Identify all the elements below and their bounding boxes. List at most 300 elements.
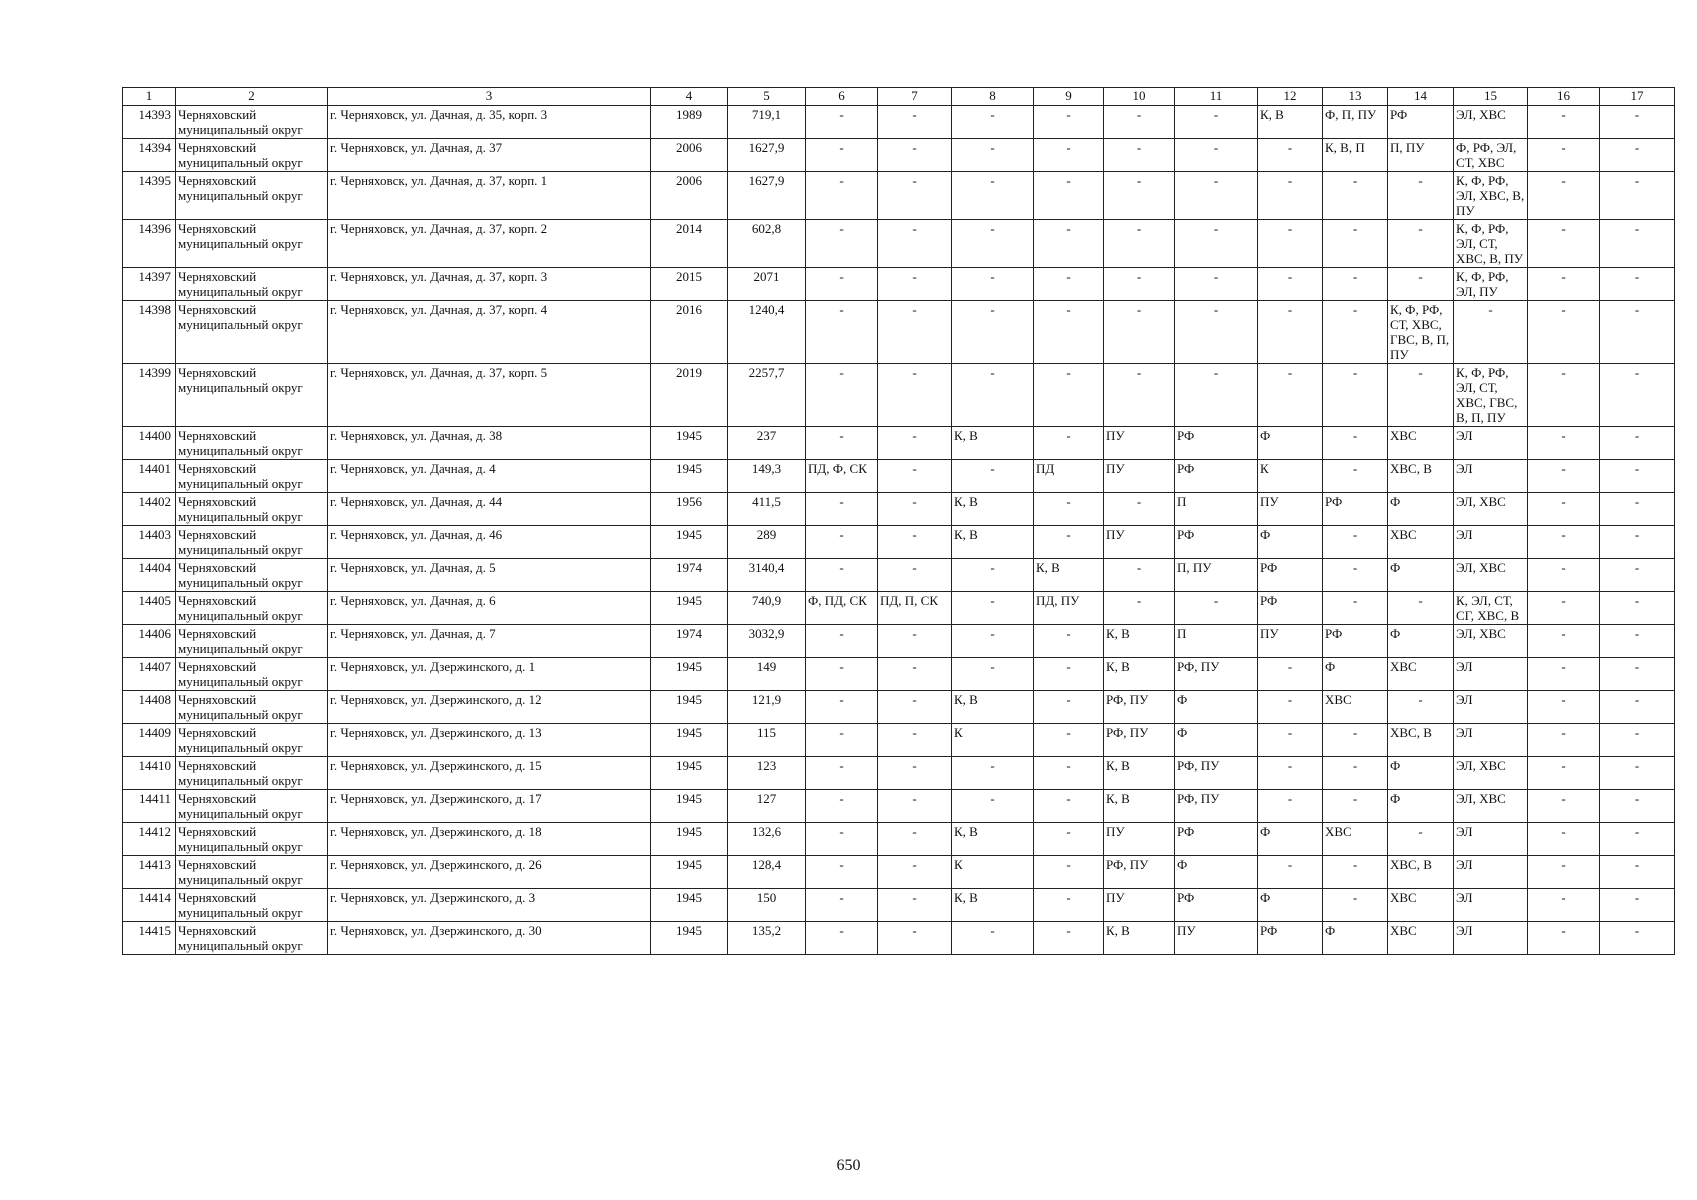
table-cell: 14411 — [123, 790, 176, 823]
table-cell: - — [1600, 790, 1675, 823]
table-cell: - — [1323, 172, 1388, 220]
table-cell: ХВС, В — [1388, 856, 1454, 889]
table-cell: ПУ — [1258, 493, 1323, 526]
table-cell: - — [1258, 691, 1323, 724]
table-cell: - — [1600, 493, 1675, 526]
table-row — [123, 139, 1675, 172]
column-header: 10 — [1104, 88, 1175, 106]
table-cell: - — [1600, 757, 1675, 790]
table-cell: 1945 — [651, 592, 728, 625]
table-cell: ПД, ПУ — [1034, 592, 1104, 625]
table-cell: 1945 — [651, 526, 728, 559]
table-cell: К, В — [1104, 790, 1175, 823]
table-cell: ЭЛ, ХВС — [1454, 625, 1528, 658]
table-cell: 1945 — [651, 757, 728, 790]
table-cell: РФ, ПУ — [1175, 757, 1258, 790]
table-cell: - — [1528, 790, 1600, 823]
column-header: 15 — [1454, 88, 1528, 106]
table-cell: Черняховский муниципальный округ — [176, 790, 328, 823]
table-cell: - — [1528, 856, 1600, 889]
table-cell: РФ — [1258, 592, 1323, 625]
table-cell: - — [1258, 658, 1323, 691]
table-cell: - — [1323, 364, 1388, 427]
table-cell: Ф — [1388, 559, 1454, 592]
table-cell: - — [1388, 691, 1454, 724]
table-cell: ПУ — [1104, 427, 1175, 460]
table-cell: 123 — [728, 757, 806, 790]
table-cell: - — [1258, 268, 1323, 301]
table-cell: - — [1323, 724, 1388, 757]
table-cell: - — [1388, 268, 1454, 301]
table-cell: 132,6 — [728, 823, 806, 856]
table-cell: ПД — [1034, 460, 1104, 493]
column-header: 13 — [1323, 88, 1388, 106]
table-cell: Черняховский муниципальный округ — [176, 106, 328, 139]
table-cell: РФ — [1175, 823, 1258, 856]
table-cell: 3032,9 — [728, 625, 806, 658]
table-cell: - — [1034, 658, 1104, 691]
table-cell: г. Черняховск, ул. Дзержинского, д. 1 — [328, 658, 651, 691]
table-cell: - — [1175, 592, 1258, 625]
table-cell: - — [1258, 172, 1323, 220]
table-cell: - — [806, 757, 878, 790]
table-cell: - — [806, 625, 878, 658]
column-header: 2 — [176, 88, 328, 106]
table-cell: - — [1528, 658, 1600, 691]
table-cell: Черняховский муниципальный округ — [176, 724, 328, 757]
column-header: 4 — [651, 88, 728, 106]
table-cell: - — [952, 559, 1034, 592]
column-header: 1 — [123, 88, 176, 106]
table-cell: 1945 — [651, 691, 728, 724]
table-cell: 135,2 — [728, 922, 806, 955]
table-cell: - — [806, 301, 878, 364]
table-cell: Ф, ПД, СК — [806, 592, 878, 625]
column-header: 14 — [1388, 88, 1454, 106]
table-cell: - — [1600, 691, 1675, 724]
table-cell: - — [1528, 889, 1600, 922]
table-cell: 14405 — [123, 592, 176, 625]
table-cell: Ф — [1388, 757, 1454, 790]
table-cell: - — [806, 856, 878, 889]
table-cell: 121,9 — [728, 691, 806, 724]
table-cell: - — [1104, 592, 1175, 625]
table-cell: - — [952, 268, 1034, 301]
table-cell: Ф — [1175, 691, 1258, 724]
column-header: 12 — [1258, 88, 1323, 106]
table-cell: - — [1323, 757, 1388, 790]
table-cell: К — [952, 724, 1034, 757]
table-cell: К, В — [952, 427, 1034, 460]
table-cell: - — [878, 268, 952, 301]
table-cell: - — [1528, 922, 1600, 955]
table-cell: - — [1388, 364, 1454, 427]
table-cell: - — [1323, 526, 1388, 559]
table-cell: г. Черняховск, ул. Дачная, д. 37, корп. 3 — [328, 268, 651, 301]
table-cell: - — [1034, 691, 1104, 724]
table-cell: 1627,9 — [728, 172, 806, 220]
column-header: 9 — [1034, 88, 1104, 106]
table-cell: 14406 — [123, 625, 176, 658]
table-cell: - — [952, 364, 1034, 427]
table-cell: - — [878, 922, 952, 955]
table-cell: - — [1528, 625, 1600, 658]
table-cell: ХВС — [1388, 658, 1454, 691]
table-cell: - — [806, 724, 878, 757]
table-cell: РФ, ПУ — [1104, 691, 1175, 724]
table-cell: - — [1600, 559, 1675, 592]
table-cell: г. Черняховск, ул. Дзержинского, д. 12 — [328, 691, 651, 724]
table-row — [123, 220, 1675, 268]
table-cell: 14410 — [123, 757, 176, 790]
table-cell: - — [1258, 220, 1323, 268]
table-row — [123, 493, 1675, 526]
table-cell: - — [952, 790, 1034, 823]
table-cell: 1627,9 — [728, 139, 806, 172]
table-cell: - — [1600, 724, 1675, 757]
table-row — [123, 364, 1675, 427]
table-cell: - — [806, 691, 878, 724]
table-cell: - — [878, 724, 952, 757]
table-cell: - — [878, 139, 952, 172]
table-cell: Черняховский муниципальный округ — [176, 427, 328, 460]
table-cell: - — [1600, 592, 1675, 625]
table-cell: 14398 — [123, 301, 176, 364]
table-cell: Ф, РФ, ЭЛ, СТ, ХВС — [1454, 139, 1528, 172]
table-cell: Черняховский муниципальный округ — [176, 691, 328, 724]
table-cell: г. Черняховск, ул. Дачная, д. 6 — [328, 592, 651, 625]
table-cell: - — [1528, 526, 1600, 559]
table-cell: ЭЛ, ХВС — [1454, 493, 1528, 526]
table-cell: К, В — [952, 889, 1034, 922]
table-cell: - — [1600, 658, 1675, 691]
table-cell: К, Ф, РФ, СТ, ХВС, ГВС, В, П, ПУ — [1388, 301, 1454, 364]
table-cell: - — [806, 364, 878, 427]
table-cell: 14393 — [123, 106, 176, 139]
table-cell: К, Ф, РФ, ЭЛ, ПУ — [1454, 268, 1528, 301]
table-row — [123, 559, 1675, 592]
table-cell: ЭЛ — [1454, 427, 1528, 460]
table-cell: Черняховский муниципальный округ — [176, 301, 328, 364]
table-cell: ЭЛ — [1454, 460, 1528, 493]
table-cell: К, ЭЛ, СТ, СГ, ХВС, В — [1454, 592, 1528, 625]
table-cell: Ф, П, ПУ — [1323, 106, 1388, 139]
table-cell: 1945 — [651, 427, 728, 460]
table-cell: г. Черняховск, ул. Дзержинского, д. 13 — [328, 724, 651, 757]
table-cell: - — [878, 757, 952, 790]
table-cell: К, В — [1104, 658, 1175, 691]
table-cell: - — [1034, 724, 1104, 757]
column-header: 8 — [952, 88, 1034, 106]
table-cell: К, В — [1104, 757, 1175, 790]
table-cell: - — [1528, 427, 1600, 460]
column-header: 7 — [878, 88, 952, 106]
table-cell: - — [1323, 301, 1388, 364]
table-cell: - — [1104, 172, 1175, 220]
table-cell: - — [1528, 139, 1600, 172]
table-cell: - — [1528, 757, 1600, 790]
table-cell: 1945 — [651, 889, 728, 922]
table-cell: - — [1388, 220, 1454, 268]
table-cell: - — [952, 460, 1034, 493]
table-row — [123, 691, 1675, 724]
table-cell: Ф — [1323, 922, 1388, 955]
table-cell: РФ — [1323, 625, 1388, 658]
table-cell: Черняховский муниципальный округ — [176, 559, 328, 592]
table-cell: - — [1454, 301, 1528, 364]
table-cell: 2006 — [651, 139, 728, 172]
table-cell: ЭЛ — [1454, 823, 1528, 856]
table-cell: - — [1323, 268, 1388, 301]
table-cell: 14401 — [123, 460, 176, 493]
table-cell: - — [1323, 220, 1388, 268]
table-cell: ХВС — [1388, 526, 1454, 559]
table-cell: - — [1388, 592, 1454, 625]
table-cell: ЭЛ, ХВС — [1454, 559, 1528, 592]
table-cell: - — [1323, 460, 1388, 493]
table-cell: - — [806, 559, 878, 592]
table-row — [123, 427, 1675, 460]
table-row — [123, 268, 1675, 301]
table-cell: 1974 — [651, 625, 728, 658]
table-cell: - — [1528, 301, 1600, 364]
table-cell: - — [1323, 856, 1388, 889]
table-cell: - — [1258, 139, 1323, 172]
table-cell: - — [1104, 559, 1175, 592]
table-cell: ПУ — [1104, 526, 1175, 559]
table-cell: РФ — [1175, 526, 1258, 559]
table-cell: 1945 — [651, 460, 728, 493]
table-cell: 150 — [728, 889, 806, 922]
table-cell: Ф — [1258, 823, 1323, 856]
table-cell: - — [1034, 889, 1104, 922]
table-cell: ХВС, В — [1388, 460, 1454, 493]
table-cell: РФ, ПУ — [1175, 658, 1258, 691]
table-cell: К, В — [1034, 559, 1104, 592]
table-cell: г. Черняховск, ул. Дачная, д. 35, корп. 3 — [328, 106, 651, 139]
table-cell: К, Ф, РФ, ЭЛ, ХВС, В, ПУ — [1454, 172, 1528, 220]
table-cell: - — [1034, 106, 1104, 139]
table-cell: 1974 — [651, 559, 728, 592]
table-cell: К, В — [952, 823, 1034, 856]
table-cell: ЭЛ, ХВС — [1454, 790, 1528, 823]
table-cell: - — [806, 658, 878, 691]
table-header-row — [123, 88, 1675, 106]
table-row — [123, 790, 1675, 823]
table-cell: г. Черняховск, ул. Дачная, д. 5 — [328, 559, 651, 592]
table-cell: РФ — [1175, 427, 1258, 460]
table-cell: 2006 — [651, 172, 728, 220]
table-cell: РФ, ПУ — [1104, 856, 1175, 889]
table-cell: - — [1034, 220, 1104, 268]
table-cell: - — [1600, 526, 1675, 559]
table-cell: К, Ф, РФ, ЭЛ, СТ, ХВС, В, ПУ — [1454, 220, 1528, 268]
table-cell: 1989 — [651, 106, 728, 139]
table-cell: 149 — [728, 658, 806, 691]
table-cell: - — [1600, 460, 1675, 493]
table-cell: 128,4 — [728, 856, 806, 889]
table-cell: К, В — [1104, 625, 1175, 658]
table-cell: 237 — [728, 427, 806, 460]
table-cell: Ф — [1175, 856, 1258, 889]
table-cell: 1945 — [651, 856, 728, 889]
table-cell: Черняховский муниципальный округ — [176, 526, 328, 559]
table-cell: 2257,7 — [728, 364, 806, 427]
table-cell: РФ — [1258, 922, 1323, 955]
table-cell: - — [1175, 139, 1258, 172]
table-row — [123, 625, 1675, 658]
table-cell: 14407 — [123, 658, 176, 691]
table-cell: 2071 — [728, 268, 806, 301]
table-cell: - — [878, 493, 952, 526]
table-cell: г. Черняховск, ул. Дачная, д. 46 — [328, 526, 651, 559]
table-cell: ЭЛ — [1454, 526, 1528, 559]
table-cell: 127 — [728, 790, 806, 823]
table-cell: - — [1034, 856, 1104, 889]
table-cell: - — [806, 823, 878, 856]
table-cell: - — [806, 493, 878, 526]
table-cell: - — [806, 106, 878, 139]
table-cell: - — [1600, 922, 1675, 955]
table-cell: ПУ — [1258, 625, 1323, 658]
table-cell: К — [1258, 460, 1323, 493]
table-cell: ЭЛ — [1454, 856, 1528, 889]
table-cell: - — [952, 658, 1034, 691]
table-cell: - — [1528, 823, 1600, 856]
table-cell: - — [1323, 889, 1388, 922]
table-cell: 14409 — [123, 724, 176, 757]
table-row — [123, 856, 1675, 889]
table-cell: - — [1528, 691, 1600, 724]
table-cell: ПД, Ф, СК — [806, 460, 878, 493]
table-cell: г. Черняховск, ул. Дзержинского, д. 3 — [328, 889, 651, 922]
table-cell: - — [878, 526, 952, 559]
table-cell: - — [1600, 856, 1675, 889]
table-cell: - — [1034, 268, 1104, 301]
table-cell: - — [878, 889, 952, 922]
table-cell: Черняховский муниципальный округ — [176, 625, 328, 658]
table-row — [123, 757, 1675, 790]
table-cell: г. Черняховск, ул. Дачная, д. 37, корп. 1 — [328, 172, 651, 220]
table-cell: - — [1104, 301, 1175, 364]
column-header: 3 — [328, 88, 651, 106]
table-cell: Ф — [1388, 493, 1454, 526]
table-cell: - — [1104, 364, 1175, 427]
table-cell: ХВС — [1323, 823, 1388, 856]
table-cell: - — [806, 220, 878, 268]
table-cell: - — [1323, 790, 1388, 823]
table-cell: Ф — [1388, 625, 1454, 658]
table-cell: 149,3 — [728, 460, 806, 493]
table-cell: г. Черняховск, ул. Дзержинского, д. 26 — [328, 856, 651, 889]
table-cell: 14394 — [123, 139, 176, 172]
table-cell: - — [1258, 790, 1323, 823]
table-cell: - — [1528, 106, 1600, 139]
table-cell: Черняховский муниципальный округ — [176, 889, 328, 922]
table-cell: - — [1258, 724, 1323, 757]
column-header: 16 — [1528, 88, 1600, 106]
table-cell: - — [878, 658, 952, 691]
table-cell: Черняховский муниципальный округ — [176, 268, 328, 301]
table-row — [123, 106, 1675, 139]
table-row — [123, 526, 1675, 559]
table-cell: - — [1175, 220, 1258, 268]
table-cell: ЭЛ — [1454, 658, 1528, 691]
table-cell: РФ, ПУ — [1175, 790, 1258, 823]
table-cell: - — [1258, 364, 1323, 427]
table-cell: - — [1388, 172, 1454, 220]
table-cell: ЭЛ, ХВС — [1454, 757, 1528, 790]
table-cell: 14404 — [123, 559, 176, 592]
table-cell: г. Черняховск, ул. Дзержинского, д. 15 — [328, 757, 651, 790]
table-cell: ЭЛ — [1454, 922, 1528, 955]
table-row — [123, 658, 1675, 691]
table-cell: - — [1528, 724, 1600, 757]
table-cell: - — [1258, 757, 1323, 790]
table-cell: - — [1600, 106, 1675, 139]
table-cell: К — [952, 856, 1034, 889]
table-cell: г. Черняховск, ул. Дзержинского, д. 30 — [328, 922, 651, 955]
table-cell: - — [1104, 268, 1175, 301]
table-cell: - — [1528, 220, 1600, 268]
table-cell: - — [1323, 592, 1388, 625]
table-cell: 14412 — [123, 823, 176, 856]
table-cell: - — [806, 139, 878, 172]
table-cell: - — [1034, 922, 1104, 955]
table-cell: Черняховский муниципальный округ — [176, 220, 328, 268]
table-cell: К, В — [952, 526, 1034, 559]
table-cell: - — [952, 625, 1034, 658]
table-cell: 1945 — [651, 724, 728, 757]
table-cell: - — [1600, 625, 1675, 658]
table-cell: г. Черняховск, ул. Дзержинского, д. 17 — [328, 790, 651, 823]
table-cell: 14415 — [123, 922, 176, 955]
table-cell: - — [878, 220, 952, 268]
table-cell: г. Черняховск, ул. Дачная, д. 37 — [328, 139, 651, 172]
table-cell: - — [1600, 427, 1675, 460]
table-cell: - — [878, 625, 952, 658]
table-cell: - — [1034, 301, 1104, 364]
table-cell: - — [878, 364, 952, 427]
table-cell: Черняховский муниципальный округ — [176, 592, 328, 625]
table-cell: К, Ф, РФ, ЭЛ, СТ, ХВС, ГВС, В, П, ПУ — [1454, 364, 1528, 427]
table-cell: - — [1034, 493, 1104, 526]
table-cell: 2014 — [651, 220, 728, 268]
table-cell: г. Черняховск, ул. Дачная, д. 7 — [328, 625, 651, 658]
table-cell: - — [1258, 301, 1323, 364]
table-cell: РФ — [1323, 493, 1388, 526]
table-cell: - — [806, 427, 878, 460]
table-row — [123, 301, 1675, 364]
table-cell: - — [1528, 460, 1600, 493]
table-cell: Черняховский муниципальный округ — [176, 364, 328, 427]
table-cell: 1945 — [651, 922, 728, 955]
table-cell: - — [1034, 427, 1104, 460]
table-cell: - — [952, 757, 1034, 790]
table-cell: - — [878, 823, 952, 856]
table-cell: Ф — [1175, 724, 1258, 757]
table-cell: 14402 — [123, 493, 176, 526]
table-cell: К, В — [952, 493, 1034, 526]
table-cell: ПУ — [1104, 889, 1175, 922]
table-cell: - — [806, 526, 878, 559]
table-cell: - — [952, 172, 1034, 220]
table-cell: - — [878, 559, 952, 592]
table-cell: Черняховский муниципальный округ — [176, 172, 328, 220]
table-cell: 115 — [728, 724, 806, 757]
table-cell: - — [1258, 856, 1323, 889]
table-cell: Ф — [1388, 790, 1454, 823]
